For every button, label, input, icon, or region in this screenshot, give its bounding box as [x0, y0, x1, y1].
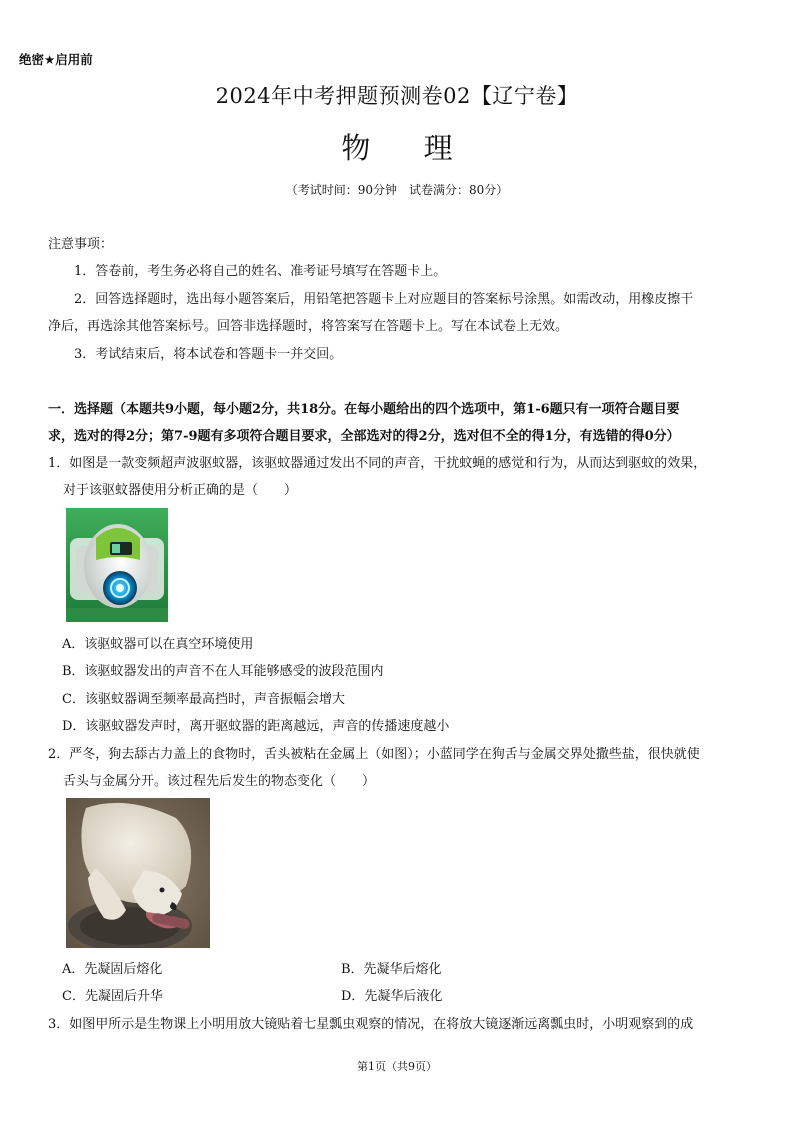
- note-item: 3．考试结束后，将本试卷和答题卡一并交回。: [74, 347, 343, 362]
- note-item: 1．答卷前，考生务必将自己的姓名、准考证号填写在答题卡上。: [74, 264, 447, 279]
- secret-label: 绝密★启用前: [19, 52, 93, 67]
- page-footer: 第1页（共9页）: [357, 1060, 437, 1073]
- paper-title: 2024年中考押题预测卷02【辽宁卷】: [215, 84, 579, 108]
- q1-option-b: B．该驱蚊器发出的声音不在人耳能够感受的波段范围内: [62, 664, 384, 679]
- note-item-cont: 净后，再选涂其他答案标号。回答非选择题时，将答案写在答题卡上。写在本试卷上无效。: [48, 319, 569, 334]
- section-heading: 一．选择题（本题共9小题，每小题2分，共18分。在每小题给出的四个选项中，第1-6题只有一项符合题目要 求，选对的得2分；第7-9题有多项符合题目要求，全部选对的得2分，选对但不全的得1分，有选错的得0分）: [48, 402, 680, 444]
- q2-option-b: B．先凝华后熔化: [341, 962, 442, 977]
- dog-tongue-image: [66, 798, 210, 948]
- subject-title: 物 理: [341, 131, 475, 165]
- question-1-text: 1．如图是一款变频超声波驱蚊器，该驱蚊器通过发出不同的声音，干扰蚊蝇的感觉和行为，从而达到驱蚊的效果，: [48, 456, 707, 471]
- notes-title: 注意事项：: [48, 237, 114, 252]
- question-3-text: 3．如图甲所示是生物课上小明用放大镜贴着七星瓢虫观察的情况，在将放大镜逐渐远离瓢虫时，小明观察到的成: [48, 1017, 694, 1032]
- q1-option-a: A．该驱蚊器可以在真空环境使用: [62, 637, 254, 652]
- q2-option-d: D．先凝华后液化: [341, 989, 443, 1004]
- mosquito-repeller-image: [66, 508, 168, 622]
- exam-info: （考试时间：90分钟 试卷满分：80分）: [285, 183, 509, 197]
- question-2-text: 2．严冬，狗去舔古力盖上的食物时，舌头被粘在金属上（如图）；小蓝同学在狗舌与金属交界处撒些盐，很快就使: [48, 747, 700, 762]
- question-2-text-cont: 舌头与金属分开。该过程先后发生的物态变化（ ）: [63, 774, 376, 789]
- note-item: 2．回答选择题时，选出每小题答案后，用铅笔把答题卡上对应题目的答案标号涂黑。如需改动，用橡皮擦干: [74, 292, 694, 307]
- question-2: [48, 741, 758, 795]
- q2-option-c: C．先凝固后升华: [62, 989, 163, 1004]
- q1-option-c: C．该驱蚊器调至频率最高挡时，声音振幅会增大: [62, 692, 345, 707]
- question-1: [48, 450, 758, 504]
- q1-option-d: D．该驱蚊器发声时，离开驱蚊器的距离越远，声音的传播速度越小: [62, 719, 450, 734]
- question-1-text-cont: 对于该驱蚊器使用分析正确的是（ ）: [63, 483, 298, 498]
- q2-option-a: A．先凝固后熔化: [62, 962, 163, 977]
